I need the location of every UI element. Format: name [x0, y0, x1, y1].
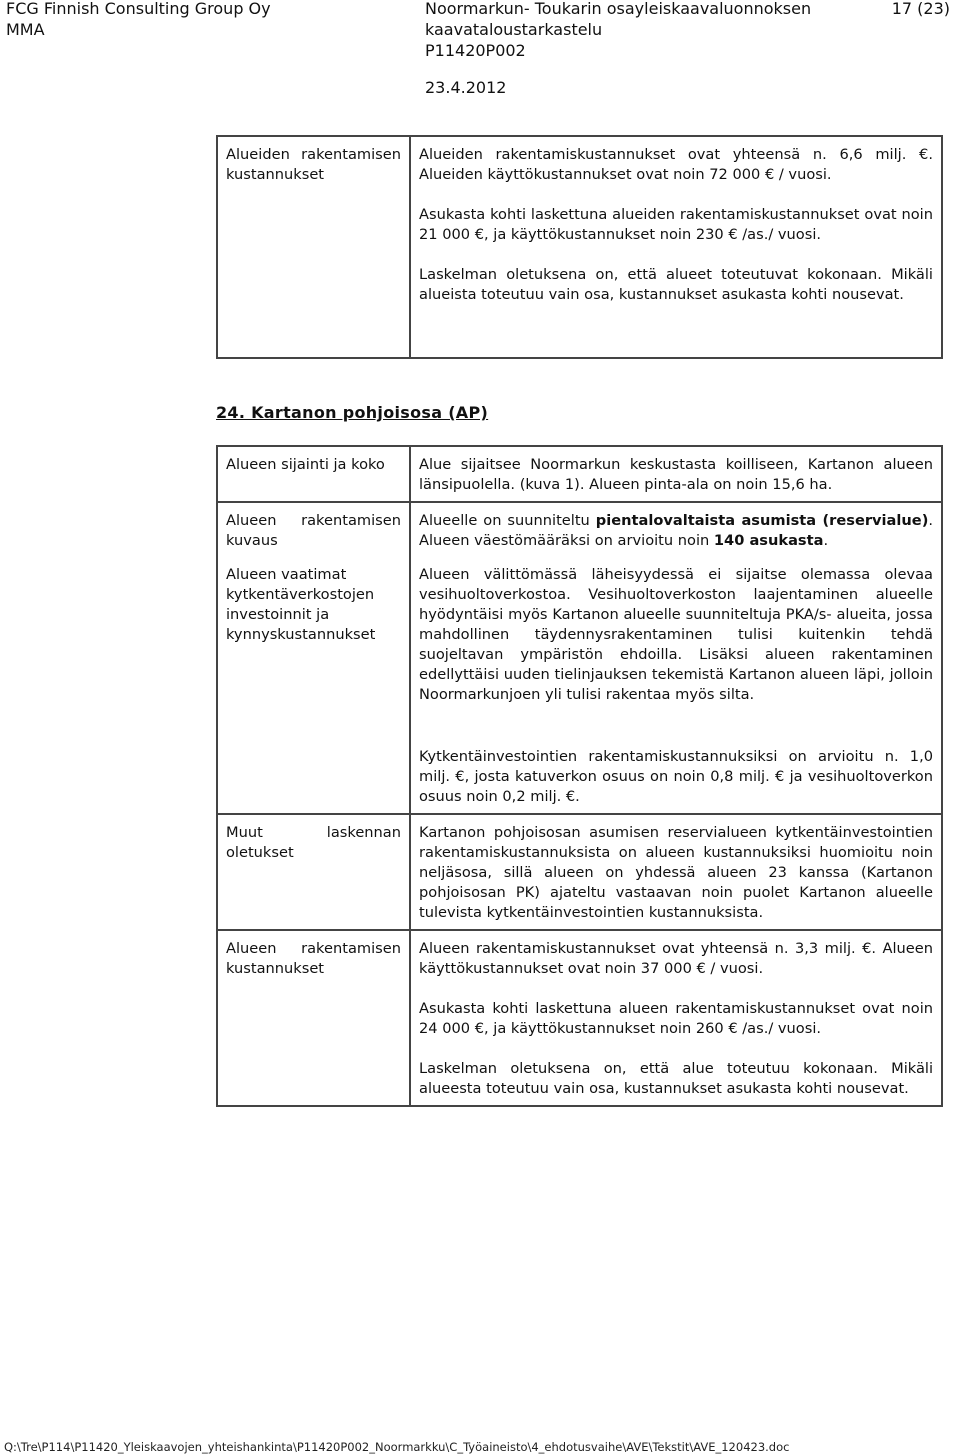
row-label [217, 814, 410, 930]
paragraph: Asukasta kohti laskettuna alueen rakentamiskustannukset ovat noin 24 000 €, ja käyttökustannukset noin 260 € /as./ vuosi. [419, 1000, 933, 1037]
row-label [217, 502, 410, 557]
paragraph: Alueen välittömässä läheisyydessä ei sijaitse olemassa olevaa vesihuoltoverkostoa. Vesihuoltoverkoston laajentaminen alueelle hyödyntäisi myös Kartanon alueelle suunniteltuja PKA/s- alueita, jossa mahdollinen täydennysrakentaminen tulisi kuitenkin tehdä suojeltavan ympäristön ehdoilla. Lisäksi alueen rakentaminen edellyttäisi uuden tielinjauksen tekemistä Kartanon alueen läpi, jolloin Noormarkunjoen yli tulisi rakentaa myös silta. [419, 566, 933, 703]
table-row [217, 502, 942, 557]
emphasis-text: pientalovaltaista asumista (reservialue) [595, 512, 929, 529]
table-row [217, 814, 942, 930]
table-row [217, 136, 942, 358]
row-content [410, 557, 942, 814]
paragraph: Alueiden rakentamiskustannukset ovat yhteensä n. 6,6 milj. €. Alueiden käyttökustannukset ovat noin 72 000 € / vuosi. [419, 146, 933, 183]
text-run: Alueelle on suunniteltu [419, 512, 596, 529]
row-label: Alueiden rakentamisen kustannukset [217, 136, 410, 358]
paragraph: Alue sijaitsee Noormarkun keskustasta koilliseen, Kartanon alueen länsipuolella. (kuva 1). Alueen pinta-ala on noin 15,6 ha. [419, 456, 933, 493]
row-content [410, 930, 942, 1106]
area-info-table [216, 445, 943, 1107]
paragraph: Alueen rakentamiskustannukset ovat yhteensä n. 3,3 milj. €. Alueen käyttökustannukset ovat noin 37 000 € / vuosi. [419, 940, 933, 977]
table-row [217, 446, 942, 502]
label-text: Alueen sijainti ja koko [226, 456, 385, 473]
project-code: P11420P002 [425, 41, 526, 60]
paragraph: Laskelman oletuksena on, että alueet toteutuvat kokonaan. Mikäli alueista toteutuu vain osa, kustannukset asukasta kohti nousevat. [419, 266, 933, 303]
text-run: . Alueen väestömääräksi on arvioitu noin [419, 512, 934, 549]
table-row [217, 557, 942, 814]
page-number: 17 (23) [891, 0, 950, 18]
label-text: Alueen rakentamisen kustannukset [226, 940, 401, 977]
row-content [410, 446, 942, 502]
row-content [410, 502, 942, 557]
label-text: Muut laskennan oletukset [226, 824, 401, 861]
document-title: Noormarkun- Toukarin osayleiskaavaluonnoksen [425, 0, 812, 18]
paragraph: Kytkentäinvestointien rakentamiskustannuksiksi on arvioitu n. 1,0 milj. €, josta katuverkon osuus on noin 0,8 milj. € ja vesihuoltoverkon osuus noin 0,2 milj. €. [419, 748, 933, 805]
row-label [217, 930, 410, 1106]
company-name: FCG Finnish Consulting Group Oy [6, 0, 271, 18]
cost-table-area-23 [216, 135, 943, 359]
paragraph: Laskelman oletuksena on, että alue toteutuu kokonaan. Mikäli alueesta toteutuu vain osa, kustannukset asukasta kohti nousevat. [419, 1060, 933, 1097]
file-path-footer: Q:\Tre\P114\P11420_Yleiskaavojen_yhteishankinta\P11420P002_Noormarkku\C_Työaineisto\4_ehdotusvaihe\AVE\Tekstit\AVE_120423.doc [4, 1440, 790, 1454]
document-subtitle: kaavataloustarkastelu [425, 20, 603, 39]
paragraph: Asukasta kohti laskettuna alueiden rakentamiskustannukset ovat noin 21 000 €, ja käyttökustannukset noin 230 € /as./ vuosi. [419, 206, 933, 243]
paragraph [419, 511, 933, 551]
label-text: Alueen rakentamisen kuvaus [226, 512, 401, 549]
label-text: Alueen vaatimat kytkentäverkostojen investoinnit ja kynnyskustannukset [226, 566, 376, 643]
text-run: . [823, 532, 829, 549]
document-title-block [425, 0, 811, 61]
row-content [410, 136, 942, 358]
row-content [410, 814, 942, 930]
document-date: 23.4.2012 [425, 78, 507, 97]
row-label [217, 557, 410, 814]
paragraph: Kartanon pohjoisosan asumisen reservialueen kytkentäinvestointien rakentamiskustannuksista on alueen kustannuksiksi huomioitu noin neljäsosa, sillä alueen on yhdessä alueen 23 kanssa (Kartanon pohjoisosan PK) ajateltu vastaavan noin puolet Kartanon alueelle tulevista kytkentäinvestointien kustannuksista. [419, 824, 933, 921]
row-label [217, 446, 410, 502]
emphasis-text: 140 asukasta [713, 532, 824, 549]
table-row [217, 930, 942, 1106]
section-heading: 24. Kartanon pohjoisosa (AP) [216, 403, 489, 422]
company-block [6, 0, 271, 40]
company-unit: MMA [6, 20, 45, 39]
page-header [0, 0, 960, 100]
